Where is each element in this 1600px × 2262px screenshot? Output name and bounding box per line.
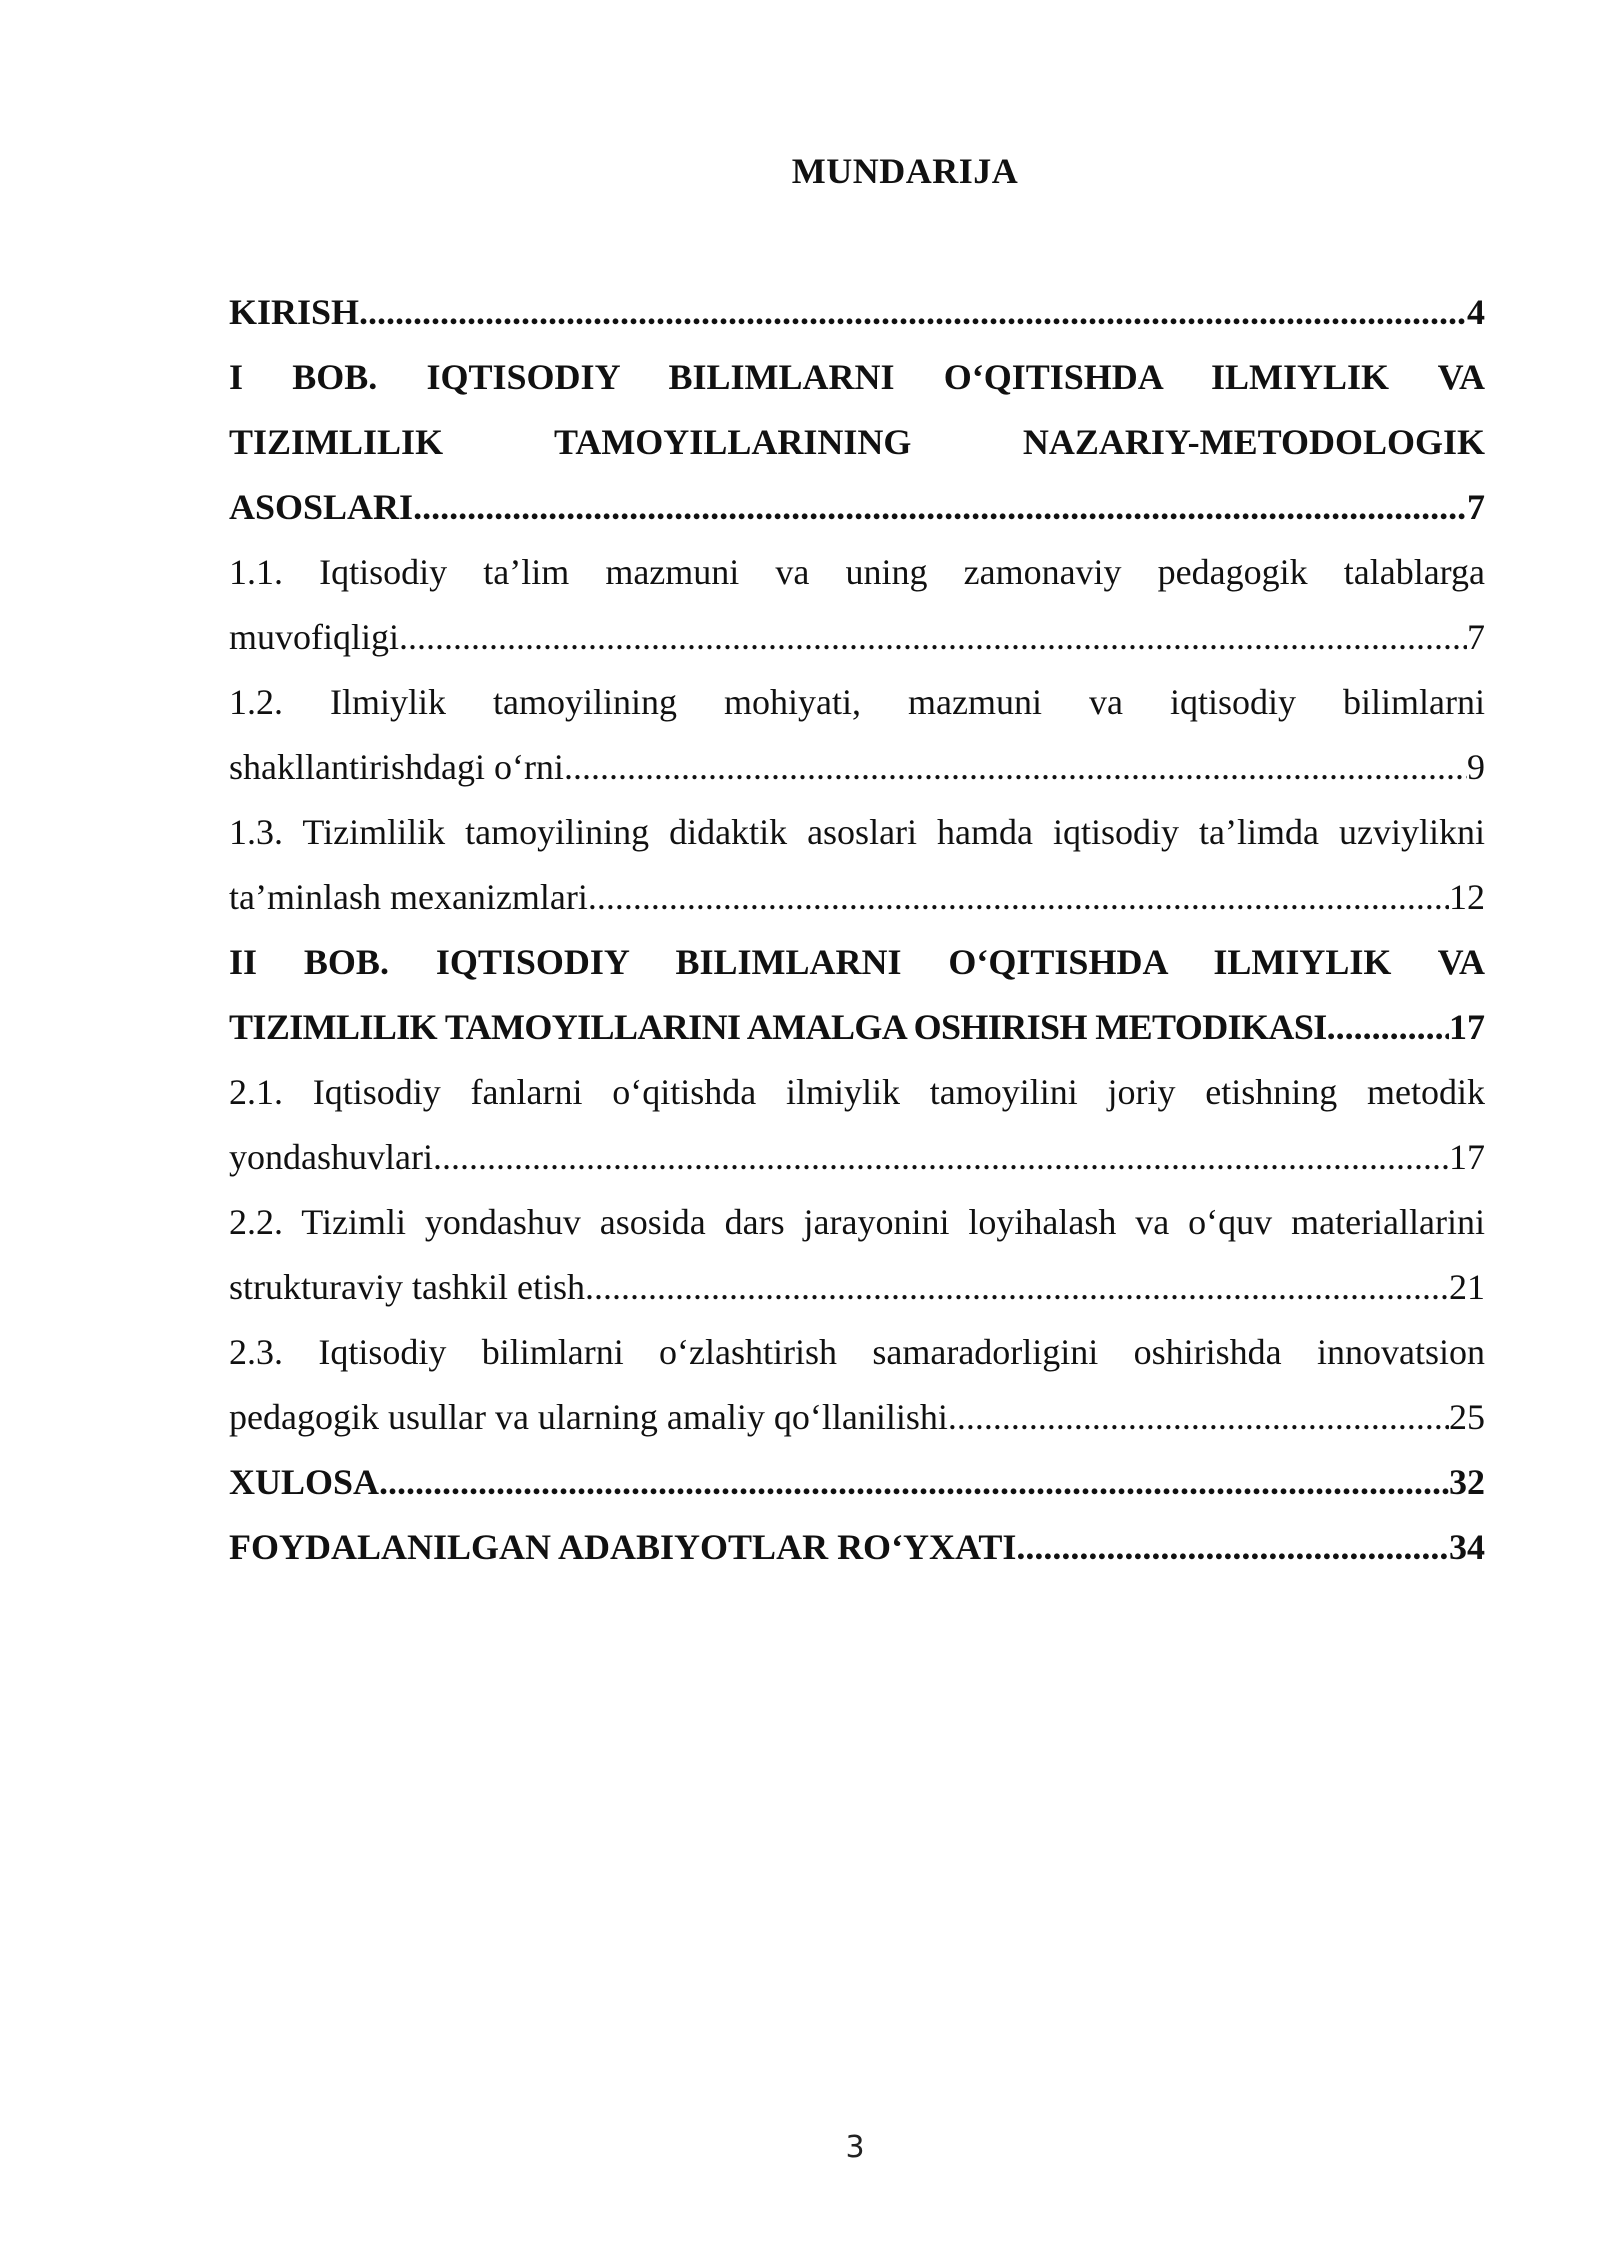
toc-entry-1-1-line1: 1.1. Iqtisodiy ta’lim mazmuni va uning zamonaviy pedagogik talablarga [229, 552, 1485, 592]
toc-page-number: 9 [1467, 747, 1485, 787]
toc-entry-title: muvofiqligi [229, 617, 399, 657]
toc-entry-kirish [229, 280, 1485, 345]
toc-entry-1-3-line1: 1.3. Tizimlilik tamoyilining didaktik asoslari hamda iqtisodiy ta’limda uzviylikni [229, 812, 1485, 852]
toc-entry-2-1-line2 [229, 1125, 1485, 1190]
toc-page-number: 34 [1449, 1527, 1485, 1567]
dot-leader [413, 475, 1467, 540]
toc-entry-adabiyotlar [229, 1515, 1485, 1580]
toc-entry-1-2-line1: 1.2. Ilmiylik tamoyilining mohiyati, mazmuni va iqtisodiy bilimlarni [229, 682, 1485, 722]
toc-entry-1-2-line2 [229, 735, 1485, 800]
toc-entry-bob2-line1: II BOB. IQTISODIY BILIMLARNI O‘QITISHDA ILMIYLIK VA [229, 942, 1485, 982]
toc-entry-2-1-line1: 2.1. Iqtisodiy fanlarni o‘qitishda ilmiylik tamoyilini joriy etishning metodik [229, 1072, 1485, 1112]
dot-leader [1327, 995, 1449, 1060]
toc-page-number: 32 [1449, 1462, 1485, 1502]
toc-entry-title: shakllantirishdagi o‘rni [229, 747, 564, 787]
page-title: MUNDARIJA [791, 151, 1019, 191]
toc-entry-2-3-line2 [229, 1385, 1485, 1450]
dot-leader [588, 865, 1449, 930]
toc-entry-2-3-line1: 2.3. Iqtisodiy bilimlarni o‘zlashtirish samaradorligini oshirishda innovatsion [229, 1332, 1485, 1372]
dot-leader [585, 1255, 1449, 1320]
toc-entry-bob2-line2 [229, 995, 1485, 1060]
dot-leader [1016, 1515, 1449, 1580]
dot-leader [359, 280, 1467, 345]
toc-entry-title: ta’minlash mexanizmlari [229, 877, 588, 917]
toc-entry-xulosa [229, 1450, 1485, 1515]
toc-entry-title: ASOSLARI [229, 487, 414, 527]
toc-entry-bob1-line2: TIZIMLILIK TAMOYILLARINING NAZARIY-METODOLOGIK [229, 422, 1485, 462]
toc-entry-title: yondashuvlari [229, 1137, 433, 1177]
toc-page-number: 17 [1449, 1007, 1485, 1047]
toc-entry-bob1-line3 [229, 475, 1485, 540]
toc-page-number: 17 [1449, 1137, 1485, 1177]
toc-page-number: 12 [1449, 877, 1485, 917]
toc-entry-1-1-line2 [229, 605, 1485, 670]
toc-entry-bob1-line1: I BOB. IQTISODIY BILIMLARNI O‘QITISHDA ILMIYLIK VA [229, 357, 1485, 397]
toc-entry-2-2-line1: 2.2. Tizimli yondashuv asosida dars jarayonini loyihalash va o‘quv materiallarini [229, 1202, 1485, 1242]
toc-entry-title: strukturaviy tashkil etish [229, 1267, 585, 1307]
toc-entry-title: TIZIMLILIK TAMOYILLARINI AMALGA OSHIRISH METODIKASI [229, 1007, 1327, 1047]
toc-entry-title: pedagogik usullar va ularning amaliy qo‘llanilishi [229, 1397, 948, 1437]
toc-page-number: 7 [1467, 487, 1485, 527]
dot-leader [399, 605, 1467, 670]
dot-leader [379, 1450, 1449, 1515]
toc-entry-title: FOYDALANILGAN ADABIYOTLAR RO‘YXATI [229, 1527, 1017, 1567]
toc-page-number: 21 [1449, 1267, 1485, 1307]
toc-page-number: 25 [1449, 1397, 1485, 1437]
toc-entry-2-2-line2 [229, 1255, 1485, 1320]
toc-page-number: 4 [1467, 292, 1485, 332]
toc-page-number: 7 [1467, 617, 1485, 657]
page-number: 3 [845, 2130, 865, 2165]
dot-leader [433, 1125, 1449, 1190]
dot-leader [564, 735, 1467, 800]
toc-entry-1-3-line2 [229, 865, 1485, 930]
toc-entry-title: XULOSA [229, 1462, 380, 1502]
dot-leader [948, 1385, 1449, 1450]
table-of-contents [229, 280, 1485, 1580]
toc-entry-title: KIRISH [229, 292, 360, 332]
